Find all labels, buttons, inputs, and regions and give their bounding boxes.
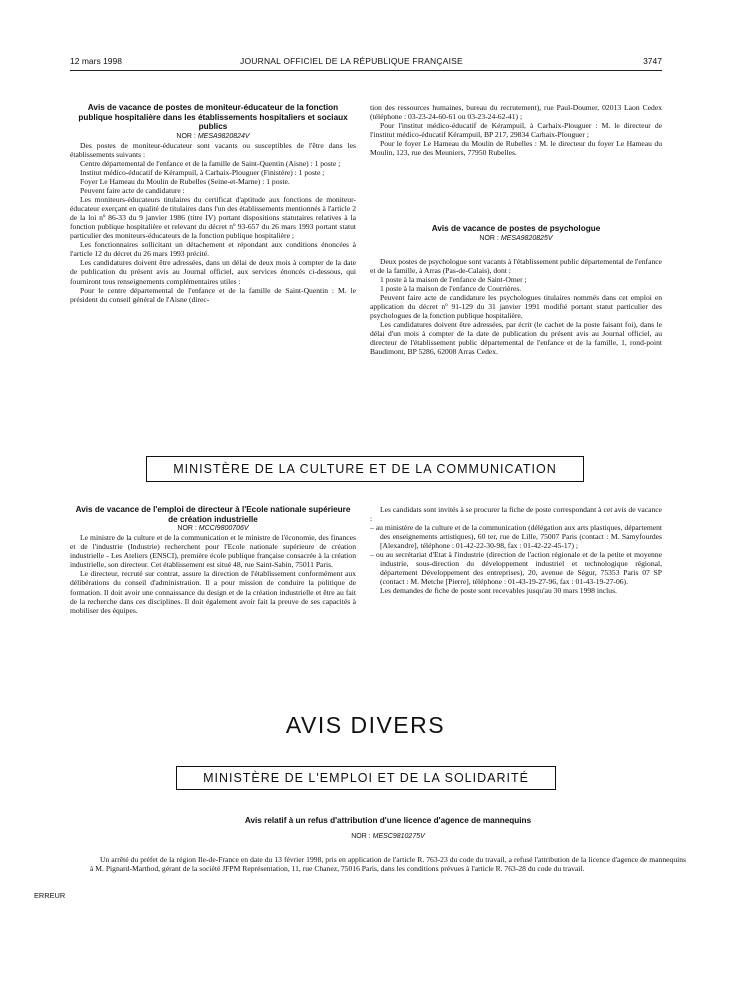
nor-reference: NOR : MCCI9800706V (177, 525, 249, 533)
nor-reference: NOR : MESC9810275V (351, 832, 425, 840)
nor-reference: NOR : MESA9820825V (479, 234, 553, 242)
paragraph: Les fonctionnaires sollicitant un détachement et répondant aux conditions énoncées à l'article 12 du décret du 26 mars 1993 précité. (70, 240, 356, 259)
paragraph: Les candidatures doivent être adressées, par écrit (le cachet de la poste faisant foi), dans le délai d'un mois à compter de la date de publication du présent avis au Journal officiel, au directeur de l'établissement public départemental de l'enfance et de la famille, 1, rond-point Baudimont, BP 5286, 62008 Arras Cedex. (370, 319, 662, 357)
section-heading-avis-divers: AVIS DIVERS (285, 712, 446, 738)
paragraph: 1 poste à la maison de l'enfance de Courrières. (380, 283, 522, 293)
notice-title: Avis de vacance de postes de psychologue (431, 224, 601, 233)
paragraph: 1 poste à la maison de l'enfance de Saint-Omer ; (380, 274, 527, 284)
paragraph: Le ministre de la culture et de la communication et le ministre de l'économie, des finances et de l'industrie (Industrie) recherchent pour l'Ecole nationale supérieure de création industrielle - Les Ateliers (ENSCI), première école publique française consacrée à la création industrielle, son directeur. Cet établissement est situé 48, rue Saint-Sabin, 75011 Paris. (70, 533, 356, 570)
paragraph: tion des ressources humaines, bureau du recrutement), rue Paul-Doumer, 02013 Laon Cedex (téléphone : 03-23-24-60-61 ou 03-23-24-62-41) ; (370, 103, 662, 122)
paragraph: Pour le foyer Le Hameau du Moulin de Rubelles : M. le directeur du foyer Le Hameau du Moulin, 123, rue des Meuniers, 77950 Rubelles. (370, 139, 662, 158)
notice-moniteur-educateur-continued (370, 103, 662, 157)
paragraph: Institut médico-éducatif de Kérampuil, à Carhaix-Plouguer (Finistère) : 1 poste ; (80, 167, 325, 177)
contact-list (370, 523, 662, 586)
paragraph: Peuvent faire acte de candidature : (80, 186, 185, 196)
header-date: 12 mars 1998 (70, 56, 122, 66)
paragraph: Les moniteurs-éducateurs titulaires du certificat d'aptitude aux fonctions de moniteur-éducateur exerçant en qualité de titulaires dans l'un des établissements mentionnés à l'article 2 de la loi nº 86-33 du 9 janvier 1986 (titre IV) portant dispositions statutaires relatives à la fonction publique hospitalière et relevant du décret nº 93-657 du 26 mars 1993 portant statut particulier des moniteurs-éducateurs de la fonction publique hospitalière ; (70, 195, 356, 241)
paragraph: Deux postes de psychologue sont vacants à l'établissement public départemental de l'enfance et de la famille, à Arras (Pas-de-Calais), dont : (370, 256, 662, 275)
header-journal-title: JOURNAL OFFICIEL DE LA RÉPUBLIQUE FRANÇAISE (240, 56, 463, 66)
paragraph: Les candidatures doivent être adressées, dans un délai de deux mois à compter de la date de publication du présent avis au Journal officiel, aux services énoncés ci-dessous, qui fourniront tous renseignements complémentaires utiles : (70, 258, 356, 286)
header-rule (70, 70, 662, 71)
margin-note: ERREUR (34, 891, 66, 900)
notice-agence-mannequins (90, 816, 686, 873)
ministry-heading-culture: MINISTÈRE DE LA CULTURE ET DE LA COMMUNICATION (146, 456, 584, 482)
paragraph: Le directeur, recruté sur contrat, assure la direction de l'établissement conformément aux délibérations du conseil d'administration. Il a pour mission de conduire la politique de formation. Il doit avoir une connaissance du design et de la création industrielle et être au fait de la recherche dans ces disciplines. Il doit également avoir fait la preuve de ses capacités à mobiliser des équipes. (70, 569, 356, 615)
list-item: – ou au secrétariat d'Etat à l'industrie (direction de l'action régionale et de la petite et moyenne industrie, sous-direction du développement industriel et technologique régional, département Développement des entreprises), 20, avenue de Ségur, 75353 Paris 07 SP (contact : M. Metche [Pierre], téléphone : 01-43-19-27-96, fax : 01-43-19-27-06). (370, 550, 662, 587)
paragraph: Foyer Le Hameau du Moulin de Rubelles (Seine-et-Marne) : 1 poste. (80, 177, 290, 187)
notice-title: Avis de vacance de l'emploi de directeur à l'Ecole nationale supérieure de création industrielle (75, 505, 351, 524)
paragraph: Peuvent faire acte de candidature les psychologues titulaires nommés dans cet emploi en application du décret nº 91-129 du 31 janvier 1991 modifié portant statut particulier des psychologues de la fonction publique hospitalière. (370, 292, 662, 320)
ministry-heading-emploi: MINISTÈRE DE L'EMPLOI ET DE LA SOLIDARITÉ (176, 766, 556, 790)
nor-reference: NOR : MESA9820824V (176, 132, 250, 140)
paragraph: Centre départemental de l'enfance et de la famille de Saint-Quentin (Aisne) : 1 poste ; (80, 158, 341, 168)
paragraph: Un arrêté du préfet de la région Ile-de-France en date du 13 février 1998, pris en application de l'article R. 763-23 du code du travail, a refusé l'attribution de la licence d'agence de mannequins à M. Pignard-Marthod, gérant de la société JFPM Représentation, 11, rue Chanez, 75016 Paris, dans les conditions prévues à l'article R. 763-28 du code du travail. (90, 854, 686, 873)
notice-psychologue (370, 224, 662, 356)
notice-moniteur-educateur (70, 103, 356, 304)
notice-directeur-ensci (70, 505, 356, 615)
header-page-number: 3747 (643, 56, 662, 66)
notice-directeur-ensci-contacts (370, 505, 662, 595)
paragraph: Les demandes de fiche de poste sont recevables jusqu'au 30 mars 1998 inclus. (380, 586, 617, 596)
paragraph: Pour l'institut médico-éducatif de Kérampuil, à Carhaix-Plouguer : M. le directeur de l'institut médico-éducatif Kérampuil, BP 217, 29834 Carhaix-Plouguer ; (370, 121, 662, 140)
page-header (70, 56, 662, 70)
paragraph: Les candidats sont invités à se procurer la fiche de poste correspondant à cet avis de vacance : (370, 505, 662, 524)
notice-title: Avis de vacance de postes de moniteur-éducateur de la fonction publique hospitalière dans les établissements hospitaliers et sociaux publics (78, 103, 348, 132)
notice-title: Avis relatif à un refus d'attribution d'une licence d'agence de mannequins (244, 816, 532, 825)
paragraph: Des postes de moniteur-éducateur sont vacants ou susceptibles de l'être dans les établissements suivants : (70, 140, 356, 159)
paragraph: Pour le centre départemental de l'enfance et de la famille de Saint-Quentin : M. le président du conseil général de l'Aisne (direc- (70, 285, 356, 304)
list-item: – au ministère de la culture et de la communication (délégation aux arts plastiques, département des enseignements artistiques), 60 ter, rue de Lille, 75007 Paris (contact : M. Samyfourdes [Alexandre], téléphone : 01-42-22-30-98, fax : 01-42-22-45-17) ; (370, 523, 662, 551)
